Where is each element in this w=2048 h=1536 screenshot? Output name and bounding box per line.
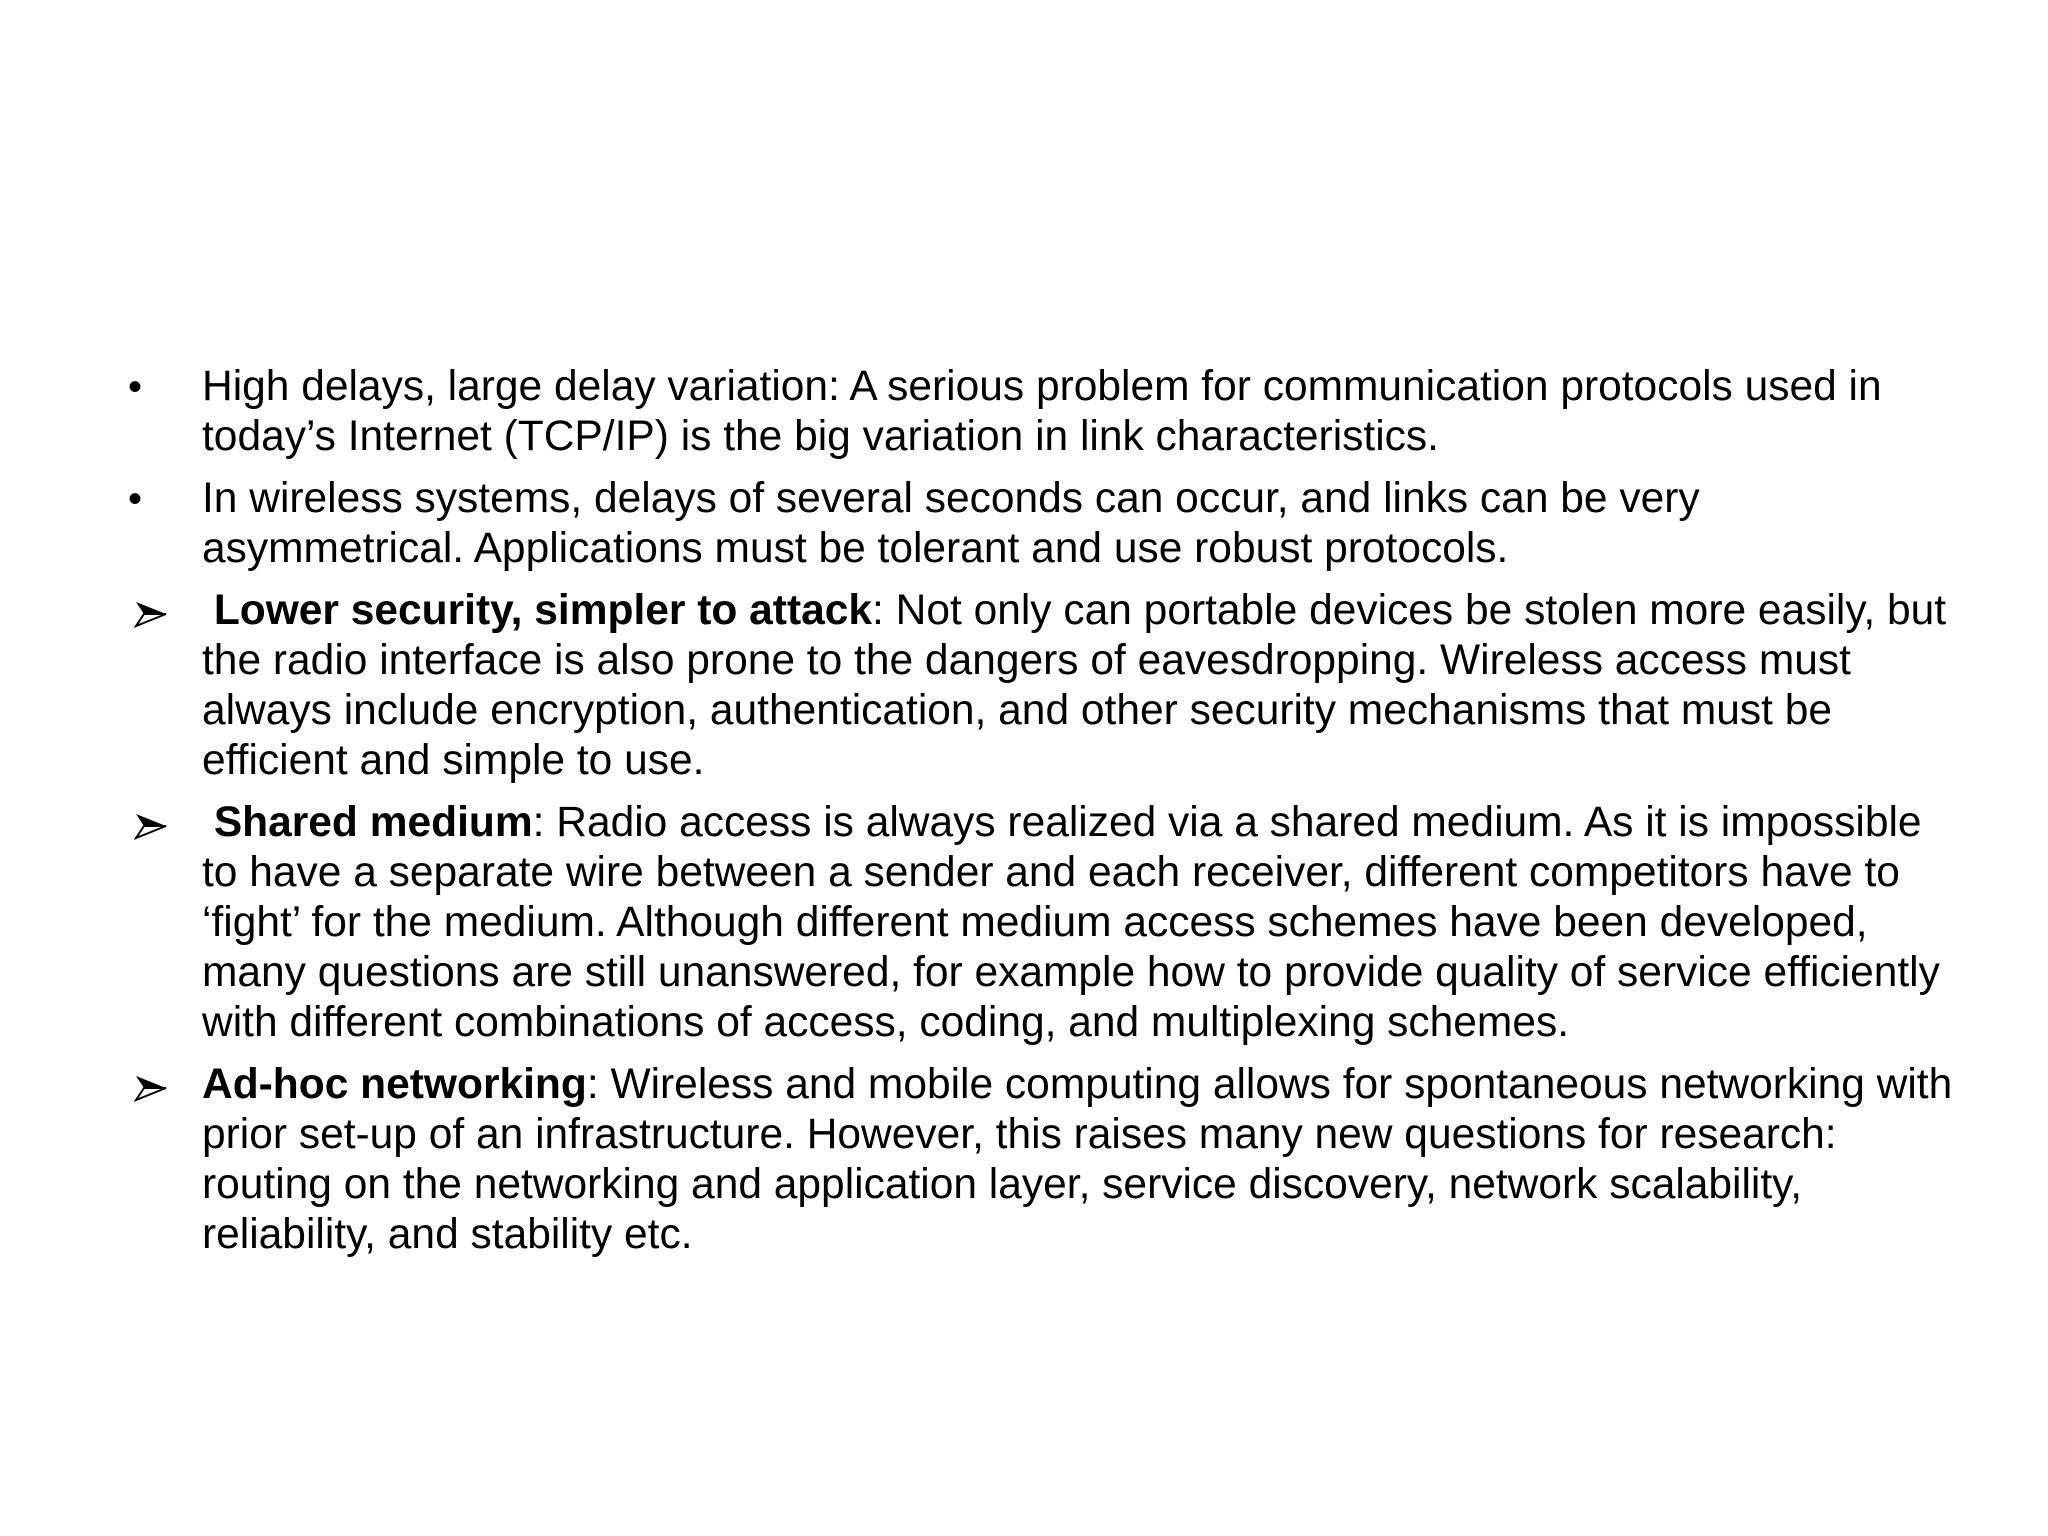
bullet-list	[120, 362, 1960, 1272]
bullet-item	[120, 798, 1960, 1048]
bullet-dot-icon: •	[128, 477, 143, 521]
bullet-text: In wireless systems, delays of several seconds can occur, and links can be very asymmetrical. Applications must be tolerant and use robust protocols.	[202, 475, 1700, 572]
bullet-dot-icon: •	[128, 365, 143, 409]
bullet-text: : Not only can portable devices be stolen more easily, but the radio interface is also prone to the dangers of eavesdropping. Wireless access must always include encryption, authentication, and other security mechanisms that must be efficient and simple to use.	[202, 587, 1947, 784]
bullet-item	[120, 362, 1960, 462]
leading-space	[202, 587, 214, 634]
bullet-text: : Radio access is always realized via a shared medium. As it is impossible to have a separate wire between a sender and each receiver, different competitors have to ‘fight’ for the medium. Although different medium access schemes have been developed, many questions are still unanswered, for example how to provide quality of service efficiently with different combinations of access, coding, and multiplexing schemes.	[202, 799, 1940, 1046]
bullet-item	[120, 474, 1960, 574]
bullet-text: High delays, large delay variation: A serious problem for communication protocols used in today’s Internet (TCP/IP) is the big variation in link characteristics.	[202, 363, 1882, 460]
bullet-heading: Shared medium	[213, 799, 533, 846]
bullet-heading: Ad-hoc networking	[202, 1061, 587, 1108]
bullet-item	[120, 1060, 1960, 1260]
bullet-text: : Wireless and mobile computing allows for spontaneous networking with prior set-up of an infrastructure. However, this raises many new questions for research: routing on the networking and application layer, service discovery, network scalability, reliability, and stability etc.	[202, 1061, 1953, 1258]
leading-space	[202, 799, 214, 846]
bullet-item	[120, 586, 1960, 786]
bullet-heading: Lower security, simpler to attack	[213, 587, 873, 634]
